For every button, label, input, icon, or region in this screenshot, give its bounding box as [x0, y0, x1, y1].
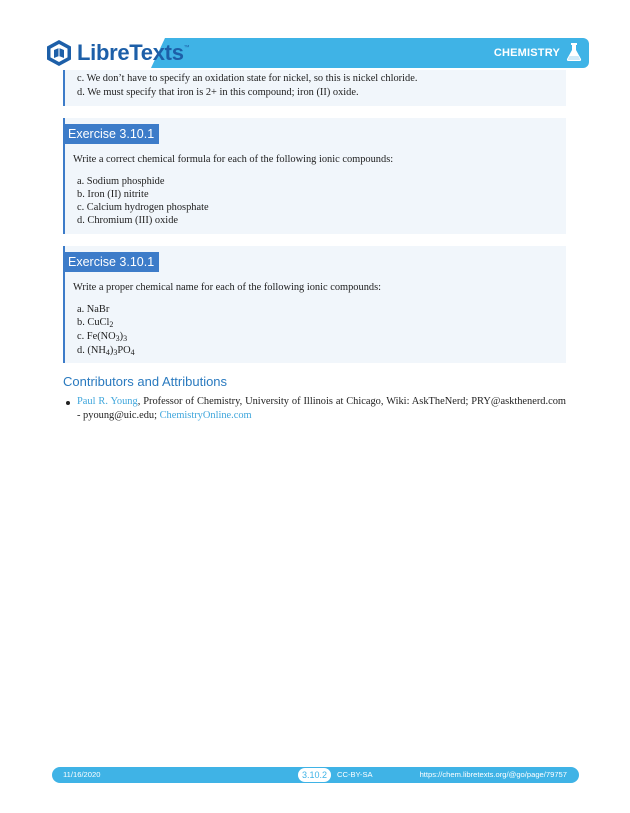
- author-link[interactable]: Paul R. Young: [77, 396, 138, 407]
- page-number-badge: 3.10.2: [298, 768, 331, 782]
- exercise-prompt: Write a proper chemical name for each of the following ionic compounds:: [73, 282, 382, 293]
- libretexts-hex-icon: [46, 39, 72, 67]
- libretexts-logo[interactable]: [46, 38, 190, 68]
- exercise-item: c. Calcium hydrogen phosphate: [77, 202, 209, 213]
- exercise-item: c. $Fe(NO_3)_3$: [77, 331, 128, 343]
- exercise-title: Exercise 3.10.1: [65, 252, 159, 272]
- footer-date: 11/16/2020: [63, 770, 101, 779]
- example-answer-box: [63, 70, 566, 106]
- exercise-item: a. NaBr: [77, 304, 110, 315]
- flask-icon: [565, 42, 583, 62]
- exercise-box-1: [63, 118, 566, 234]
- logo-text: LibreTexts: [77, 40, 184, 65]
- subject-label[interactable]: CHEMISTRY: [493, 47, 560, 59]
- exercise-item: d. Chromium (III) oxide: [77, 215, 178, 226]
- contributor-text: , Professor of Chemistry, University of Illinois at Chicago, Wiki: AskTheNerd; PRY@askthenerd.com - pyoung@uic.edu;: [77, 396, 566, 421]
- exercise-item: b. Iron (II) nitrite: [77, 189, 149, 200]
- site-link[interactable]: ChemistryOnline.com: [159, 410, 252, 421]
- license-label: CC-BY-SA: [337, 770, 373, 779]
- exercise-item: a. Sodium phosphide: [77, 176, 165, 187]
- answer-line-c: c. We don’t have to specify an oxidation state for nickel, so this is nickel chloride.: [77, 73, 418, 84]
- contributor-entry: [77, 395, 566, 423]
- exercise-prompt: Write a correct chemical formula for each of the following ionic compounds:: [73, 154, 394, 165]
- exercise-box-2: [63, 246, 566, 363]
- logo-trademark: ™: [183, 45, 190, 51]
- exercise-item: d. $(NH_4)_3PO_4$: [77, 345, 135, 357]
- exercise-title: Exercise 3.10.1: [65, 124, 159, 144]
- bullet-icon: [66, 401, 70, 405]
- answer-line-d: d. We must specify that iron is 2+ in this compound; iron (II) oxide.: [77, 87, 359, 98]
- page-url-link[interactable]: https://chem.libretexts.org/@go/page/79757: [419, 770, 567, 779]
- exercise-item: b. CuCl$_2$: [77, 317, 114, 329]
- section-heading: Contributors and Attributions: [63, 374, 228, 389]
- footer-bar: [52, 767, 579, 783]
